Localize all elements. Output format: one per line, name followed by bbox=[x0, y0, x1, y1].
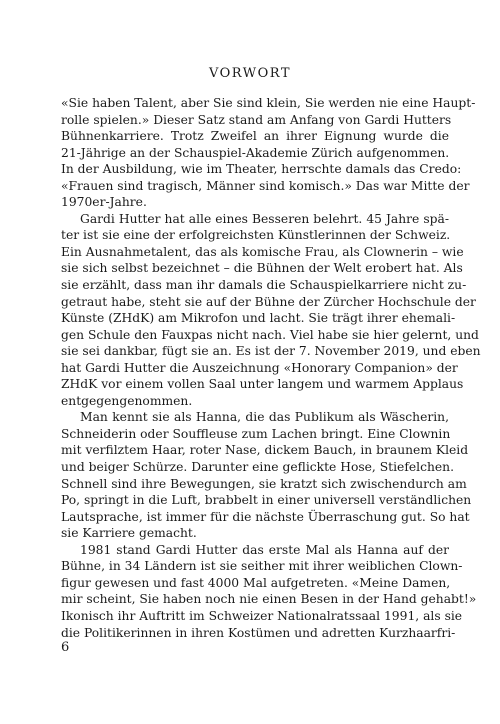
text-line: Bühne, in 34 Ländern ist sie seither mit ihrer weiblichen Clown- bbox=[61, 559, 463, 574]
text-line: Lautsprache, ist immer für die nächste Überraschung gut. So hat bbox=[61, 509, 470, 524]
text-line: Schnell sind ihre Bewegungen, sie kratzt sich zwischendurch am bbox=[61, 476, 467, 491]
text-line: In der Ausbildung, wie im Theater, herrschte damals das Credo: bbox=[61, 162, 462, 177]
page-number: 6 bbox=[61, 640, 70, 655]
text-line: sie Karriere gemacht. bbox=[61, 526, 197, 541]
text-line: Schneiderin oder Souffleuse zum Lachen bringt. Eine Clownin bbox=[61, 426, 451, 441]
text-line: Man kennt sie als Hanna, die das Publikum als Wäscherin, bbox=[80, 410, 449, 425]
text-line: mit verfilztem Haar, roter Nase, dickem Bauch, in braunem Kleid bbox=[61, 443, 469, 458]
text-line: rolle spielen.» Dieser Satz stand am Anfang von Gardi Hutters bbox=[61, 112, 452, 127]
text-line: Gardi Hutter hat alle eines Besseren belehrt. 45 Jahre spä- bbox=[80, 211, 449, 226]
text-line: 21-Jährige an der Schauspiel-Akademie Zürich aufgenommen. bbox=[61, 145, 450, 160]
text-line: Künste (ZHdK) am Mikrofon und lacht. Sie trägt ihrer ehemali- bbox=[61, 311, 456, 326]
text-line: Po, springt in die Luft, brabbelt in einer universell verständlichen bbox=[61, 493, 472, 508]
text-line: ZHdK vor einem vollen Saal unter langem und warmem Applaus bbox=[61, 377, 464, 392]
text-line: figur gewesen und fast 4000 Mal aufgetreten. «Meine Damen, bbox=[61, 575, 451, 590]
text-line: entgegengenommen. bbox=[61, 393, 193, 408]
chapter-heading: VORWORT bbox=[208, 66, 292, 81]
text-line: die Politikerinnen in ihren Kostümen und adretten Kurzhaarfri- bbox=[61, 625, 456, 640]
text-line: 1970er-Jahre. bbox=[61, 195, 147, 210]
text-line: «Sie haben Talent, aber Sie sind klein, Sie werden nie eine Haupt- bbox=[61, 96, 476, 110]
body-text bbox=[61, 95, 481, 641]
text-line: Ikonisch ihr Auftritt im Schweizer Nationalratssaal 1991, als sie bbox=[61, 608, 463, 623]
text-line: sie sich selbst bezeichnet – die Bühnen der Welt erobert hat. Als bbox=[61, 261, 463, 276]
text-line: sie sei dankbar, fügt sie an. Es ist der 7. November 2019, und eben bbox=[61, 344, 481, 359]
text-line: mir scheint, Sie haben noch nie einen Besen in der Hand gehabt!» bbox=[61, 592, 477, 607]
text-line: gen Schule den Fauxpas nicht nach. Viel habe sie hier gelernt, und bbox=[61, 327, 479, 342]
text-line: Bühnenkarriere. Trotz Zweifel an ihrer Eignung wurde die bbox=[61, 129, 449, 144]
text-line: sie erzählt, dass man ihr damals die Schauspielkarriere nicht zu- bbox=[61, 278, 467, 293]
text-line: getraut habe, steht sie auf der Bühne der Zürcher Hochschule der bbox=[61, 294, 476, 309]
text-line: hat Gardi Hutter die Auszeichnung «Honorary Companion» der bbox=[61, 360, 458, 375]
text-line: 1981 stand Gardi Hutter das erste Mal als Hanna auf der bbox=[80, 542, 449, 557]
text-line: Ein Ausnahmetalent, das als komische Frau, als Clownerin – wie bbox=[61, 244, 464, 259]
text-line: «Frauen sind tragisch, Männer sind komisch.» Das war Mitte der bbox=[61, 178, 470, 193]
text-line: und beiger Schürze. Darunter eine geflickte Hose, Stiefelchen. bbox=[61, 460, 455, 475]
text-line: ter ist sie eine der erfolgreichsten Künstlerinnen der Schweiz. bbox=[61, 228, 451, 243]
